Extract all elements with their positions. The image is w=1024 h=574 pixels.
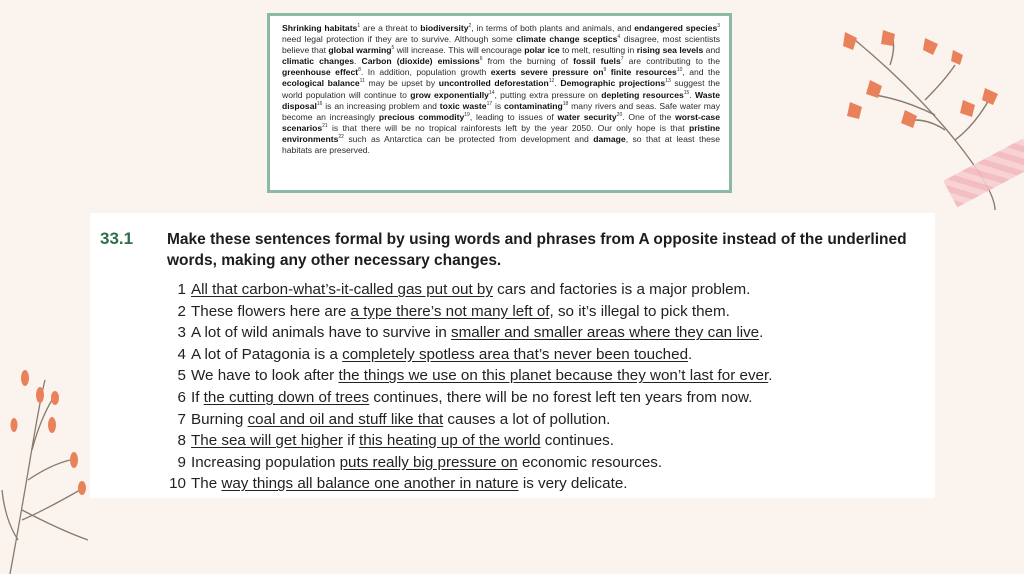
exercise-items-list <box>150 279 910 495</box>
passage-text: such as Antarctica can be protected from development and <box>343 133 594 144</box>
item-text: causes a lot of pollution. <box>443 410 611 428</box>
passage-text: . <box>554 78 561 89</box>
item-text: . <box>768 367 773 385</box>
passage-text: is <box>492 100 505 111</box>
key-term: climate change sceptics <box>516 34 618 45</box>
item-text: Burning <box>191 410 248 428</box>
footnote-number: 19 <box>464 111 470 118</box>
footnote-number: 20 <box>616 111 623 118</box>
item-number: 10 <box>169 475 186 493</box>
exercise-item <box>150 387 910 409</box>
passage-text: , so that at least these habitats are preserved. <box>282 133 720 156</box>
item-number: 2 <box>177 302 186 320</box>
exercise-item <box>150 301 910 323</box>
item-number: 9 <box>177 453 186 471</box>
key-term: biodiversity <box>420 23 469 33</box>
exercise-item <box>150 279 910 301</box>
item-text: economic resources. <box>517 453 663 471</box>
footnote-number: 7 <box>620 56 624 63</box>
vocabulary-passage <box>282 23 720 156</box>
key-term: Demographic projections <box>560 78 666 89</box>
item-text: , so it’s illegal to pick them. <box>549 302 730 320</box>
exercise-item <box>150 430 910 452</box>
passage-text: is that there will be no tropical rainforests left by the year 2050. Our only hope is that <box>327 122 689 133</box>
passage-text: are a threat to <box>360 23 421 33</box>
item-number: 8 <box>177 432 186 450</box>
item-number: 7 <box>177 410 186 428</box>
footnote-number: 17 <box>486 100 493 107</box>
item-text: A lot of Patagonia is a <box>191 345 343 363</box>
key-term: toxic waste <box>439 100 487 111</box>
footnote-number: 18 <box>562 100 569 107</box>
key-term: endangered species <box>634 23 718 33</box>
passage-text: disagree, most scientists believe that <box>282 34 721 56</box>
key-term: damage <box>593 133 626 144</box>
underlined-phrase: All that carbon-what’s-it-called gas put out by <box>191 281 493 298</box>
passage-text: will increase. This will encourage <box>394 45 525 56</box>
footnote-number: 4 <box>617 34 621 41</box>
key-term: contaminating <box>504 100 563 111</box>
passage-text: need legal protection if they are to survive. Although some <box>282 34 517 45</box>
exercise-item <box>150 365 910 387</box>
passage-text: may be upset by <box>364 78 439 89</box>
footnote-number: 21 <box>322 122 328 129</box>
key-term: grow exponentially <box>410 89 489 100</box>
key-term: uncontrolled deforestation <box>438 78 549 89</box>
underlined-phrase: The sea will get higher <box>191 432 343 450</box>
footnote-number: 1 <box>357 23 361 30</box>
exercise-item <box>150 409 910 431</box>
footnote-number: 11 <box>359 78 365 85</box>
footnote-number: 8 <box>358 67 361 74</box>
item-number: 1 <box>177 281 186 298</box>
passage-text: from the burning of <box>482 56 574 67</box>
exercise-item <box>150 473 910 495</box>
item-number: 3 <box>177 324 186 342</box>
underlined-phrase: puts really big pressure on <box>339 453 518 471</box>
underlined-phrase: smaller and smaller areas where they can live <box>451 324 760 342</box>
underlined-phrase: the cutting down of trees <box>203 388 370 406</box>
underlined-phrase: way things all balance one another in nature <box>221 475 519 493</box>
footnote-number: 2 <box>468 23 472 30</box>
key-term: water security <box>557 111 617 122</box>
footnote-number: 22 <box>338 134 344 141</box>
key-term: greenhouse effect <box>282 67 359 78</box>
passage-text: , in terms of both plants and animals, and <box>471 23 635 33</box>
exercise-item <box>150 344 910 366</box>
key-term: climatic changes <box>282 56 354 67</box>
footnote-number: 10 <box>676 67 683 74</box>
item-text: continues, there will be no forest left ten years from now. <box>369 388 753 406</box>
passage-text: is an increasing problem and <box>322 100 440 111</box>
passage-text: suggest the world population will continue to <box>282 78 721 100</box>
passage-text: , leading to issues of <box>469 111 558 122</box>
passage-text: many rivers and seas. Safe water may become an increasingly <box>282 100 720 122</box>
passage-text: are contributing to the <box>623 56 720 67</box>
passage-text: . <box>689 89 695 100</box>
footnote-number: 5 <box>391 45 395 52</box>
key-term: Waste disposal <box>282 89 720 111</box>
underlined-phrase: coal and oil and stuff like that <box>247 410 444 428</box>
key-term: finite resources <box>610 67 677 78</box>
key-term: fossil fuels <box>573 56 621 67</box>
underlined-phrase: a type there’s not many left of <box>350 302 550 320</box>
footnote-number: 3 <box>717 23 721 30</box>
passage-text: , putting extra pressure on <box>494 89 602 100</box>
item-text: Increasing population <box>191 453 340 471</box>
underlined-phrase: this heating up of the world <box>359 432 541 450</box>
footnote-number: 15 <box>683 89 690 96</box>
key-term: global warming <box>328 45 392 56</box>
key-term: polar ice <box>524 45 560 56</box>
exercise-item <box>150 452 910 474</box>
passage-text: , and the <box>682 67 720 78</box>
passage-text: and <box>703 45 720 56</box>
item-number: 4 <box>177 345 186 363</box>
key-term: rising sea levels <box>636 45 704 56</box>
item-number: 5 <box>177 367 186 385</box>
flower-branch-top-right-icon <box>835 20 1024 220</box>
exercise-instruction: Make these sentences formal by using words and phrases from A opposite instead of the underlined words, making any other necessary changes. <box>167 231 907 269</box>
footnote-number: 13 <box>665 78 671 85</box>
footnote-number: 12 <box>548 78 555 85</box>
item-text: A lot of wild animals have to survive in <box>191 324 451 342</box>
footnote-number: 16 <box>316 100 323 107</box>
underlined-phrase: completely spotless area that’s never been touched <box>342 345 689 363</box>
key-term: depleting resources <box>601 89 684 100</box>
key-term: worst-case scenarios <box>282 111 720 133</box>
flower-branch-bottom-left-icon <box>0 370 95 574</box>
item-text: These flowers here are <box>191 302 351 320</box>
passage-text: . One of the <box>622 111 676 122</box>
passage-text: to melt, resulting in <box>559 45 637 56</box>
item-text: continues. <box>540 432 615 450</box>
footnote-number: 9 <box>603 67 607 74</box>
item-text: cars and factories is a major problem. <box>492 281 751 298</box>
item-text: . <box>759 324 764 342</box>
exercise-number: 33.1 <box>100 229 134 248</box>
item-text: if <box>342 432 360 450</box>
passage-text: . In addition, population growth <box>360 67 491 78</box>
footnote-number: 14 <box>488 89 495 96</box>
footnote-number: 6 <box>479 56 483 63</box>
passage-text: . <box>354 56 362 67</box>
item-text: We have to look after <box>191 367 339 385</box>
item-text: . <box>688 345 693 363</box>
key-term: ecological balance <box>282 78 360 89</box>
underlined-phrase: the things we use on this planet because they won’t last for ever <box>338 367 769 385</box>
item-number: 6 <box>177 388 186 406</box>
key-term: pristine environments <box>282 122 720 144</box>
item-text: If <box>191 388 204 406</box>
item-text: The <box>191 475 222 493</box>
exercise-item <box>150 322 910 344</box>
key-term: Carbon (dioxide) emissions <box>361 56 480 67</box>
item-text: is very delicate. <box>518 475 628 493</box>
exercise-panel <box>90 213 935 498</box>
key-term: precious commodity <box>378 111 465 122</box>
key-term: Shrinking habitats <box>282 23 358 33</box>
key-term: exerts severe pressure on <box>490 67 604 78</box>
vocabulary-passage-box <box>267 13 732 193</box>
